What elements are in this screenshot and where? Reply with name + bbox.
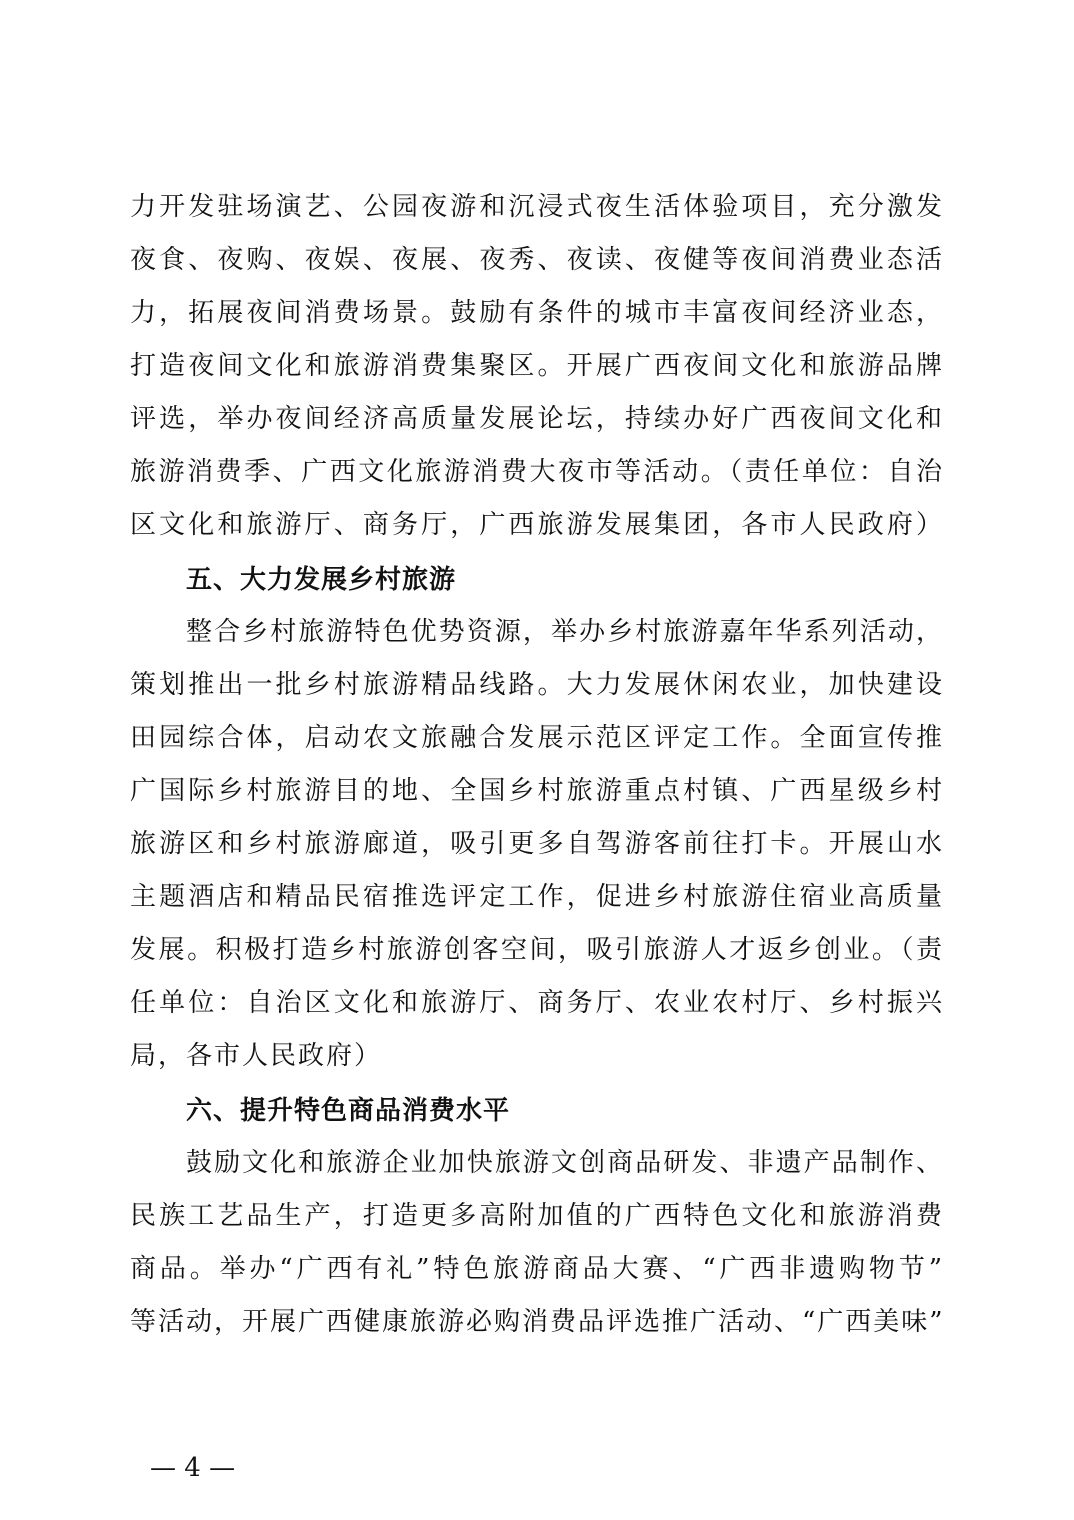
paragraph-line: 发展。积极打造乡村旅游创客空间，吸引旅游人才返乡创业。（责 <box>130 935 944 965</box>
paragraph-line: 任单位：自治区文化和旅游厅、商务厅、农业农村厅、乡村振兴 <box>130 988 944 1018</box>
section-heading-6: 六、提升特色商品消费水平 <box>186 1096 511 1126</box>
paragraph-line: 区文化和旅游厅、商务厅，广西旅游发展集团，各市人民政府） <box>130 510 944 540</box>
paragraph-line: 力，拓展夜间消费场景。鼓励有条件的城市丰富夜间经济业态， <box>130 298 944 328</box>
paragraph-line: 鼓励文化和旅游企业加快旅游文创商品研发、非遗产品制作、 <box>186 1148 944 1178</box>
section-heading-5: 五、大力发展乡村旅游 <box>186 565 457 595</box>
paragraph-line: 夜食、夜购、夜娱、夜展、夜秀、夜读、夜健等夜间消费业态活 <box>130 245 944 275</box>
paragraph-line: 局，各市人民政府） <box>130 1041 383 1071</box>
paragraph-line: 策划推出一批乡村旅游精品线路。大力发展休闲农业，加快建设 <box>130 670 944 700</box>
paragraph-line: 打造夜间文化和旅游消费集聚区。开展广西夜间文化和旅游品牌 <box>130 351 944 381</box>
paragraph-line: 旅游消费季、广西文化旅游消费大夜市等活动。（责任单位：自治 <box>130 457 944 487</box>
paragraph-line: 主题酒店和精品民宿推选评定工作，促进乡村旅游住宿业高质量 <box>130 882 944 912</box>
paragraph-line: 旅游区和乡村旅游廊道，吸引更多自驾游客前往打卡。开展山水 <box>130 829 944 859</box>
paragraph-line: 商品。举办“广西有礼”特色旅游商品大赛、“广西非遗购物节” <box>130 1254 944 1284</box>
paragraph-line: 田园综合体，启动农文旅融合发展示范区评定工作。全面宣传推 <box>130 723 944 753</box>
paragraph-line: 广国际乡村旅游目的地、全国乡村旅游重点村镇、广西星级乡村 <box>130 776 944 806</box>
paragraph-line: 等活动，开展广西健康旅游必购消费品评选推广活动、“广西美味” <box>130 1307 945 1337</box>
paragraph-line: 评选，举办夜间经济高质量发展论坛，持续办好广西夜间文化和 <box>130 404 944 434</box>
paragraph-line: 整合乡村旅游特色优势资源，举办乡村旅游嘉年华系列活动， <box>186 617 944 647</box>
paragraph-line: 民族工艺品生产，打造更多高附加值的广西特色文化和旅游消费 <box>130 1201 944 1231</box>
paragraph-line: 力开发驻场演艺、公园夜游和沉浸式夜生活体验项目，充分激发 <box>130 192 944 222</box>
page-number: — 4 — <box>150 1453 236 1483</box>
